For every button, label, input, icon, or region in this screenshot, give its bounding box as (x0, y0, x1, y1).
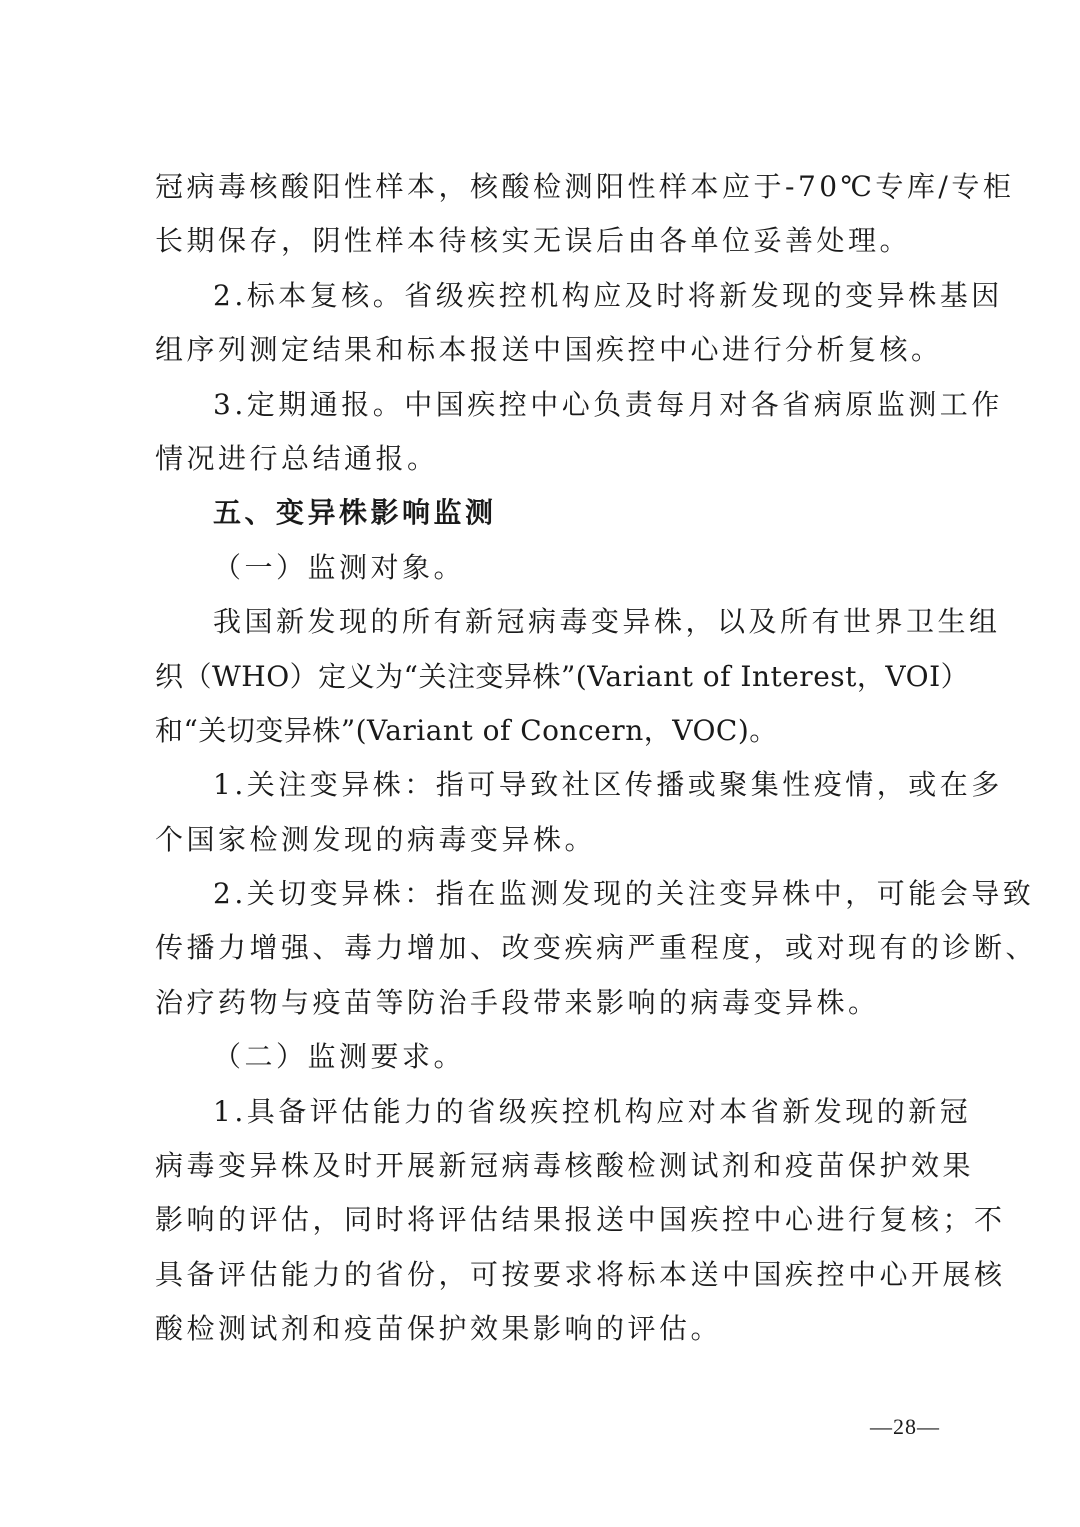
text-line: 织（WHO）定义为“关注变异株”(Variant of Interest，VOI） (155, 659, 970, 693)
subsection-heading: （一）监测对象。 (213, 550, 466, 584)
text-line: 具备评估能力的省份，可按要求将标本送中国疾控中心开展核 (155, 1257, 1006, 1291)
page-number: —28— (870, 1414, 940, 1439)
subsection-heading: （二）监测要求。 (213, 1040, 466, 1074)
text-line: 2.关切变异株：指在监测发现的关注变异株中，可能会导致 (213, 877, 1035, 911)
paragraph-voc-definition (155, 867, 1038, 1030)
paragraph-sample-storage (155, 160, 1015, 269)
text-line: 病毒变异株及时开展新冠病毒核酸检测试剂和疫苗保护效果 (155, 1149, 975, 1183)
text-line: 影响的评估，同时将评估结果报送中国疾控中心进行复核；不 (155, 1203, 1006, 1237)
paragraph-assessment-requirements (155, 1085, 1006, 1357)
text-line: 和“关切变异株”(Variant of Concern，VOC)。 (155, 713, 778, 747)
text-line: 我国新发现的所有新冠病毒变异株，以及所有世界卫生组 (213, 605, 1001, 639)
text-line: 组序列测定结果和标本报送中国疾控中心进行分析复核。 (155, 333, 943, 367)
paragraph-monitoring-targets (155, 595, 1001, 758)
text-line: 治疗药物与疫苗等防治手段带来影响的病毒变异株。 (155, 985, 880, 1019)
text-line: 酸检测试剂和疫苗保护效果影响的评估。 (155, 1312, 723, 1346)
text-line: 个国家检测发现的病毒变异株。 (155, 822, 597, 856)
text-line: 长期保存，阴性样本待核实无误后由各单位妥善处理。 (155, 224, 912, 258)
text-line: 2.标本复核。省级疾控机构应及时将新发现的变异株基因 (213, 278, 1003, 312)
text-line: 1.关注变异株：指可导致社区传播或聚集性疫情，或在多 (213, 768, 1003, 802)
paragraph-regular-report (155, 378, 1003, 487)
paragraph-specimen-review (155, 269, 1003, 378)
text-line: 1.具备评估能力的省级疾控机构应对本省新发现的新冠 (213, 1094, 972, 1128)
text-line: 传播力增强、毒力增加、改变疾病严重程度，或对现有的诊断、 (155, 931, 1038, 965)
text-line: 情况进行总结通报。 (155, 441, 439, 475)
paragraph-voi-definition (155, 758, 1003, 867)
body-text (155, 160, 1038, 1357)
text-line: 冠病毒核酸阳性样本，核酸检测阳性样本应于-70℃专库/专柜 (155, 170, 1015, 203)
text-line: 3.定期通报。中国疾控中心负责每月对各省病原监测工作 (213, 387, 1003, 421)
section-heading: 五、变异株影响监测 (213, 496, 497, 530)
